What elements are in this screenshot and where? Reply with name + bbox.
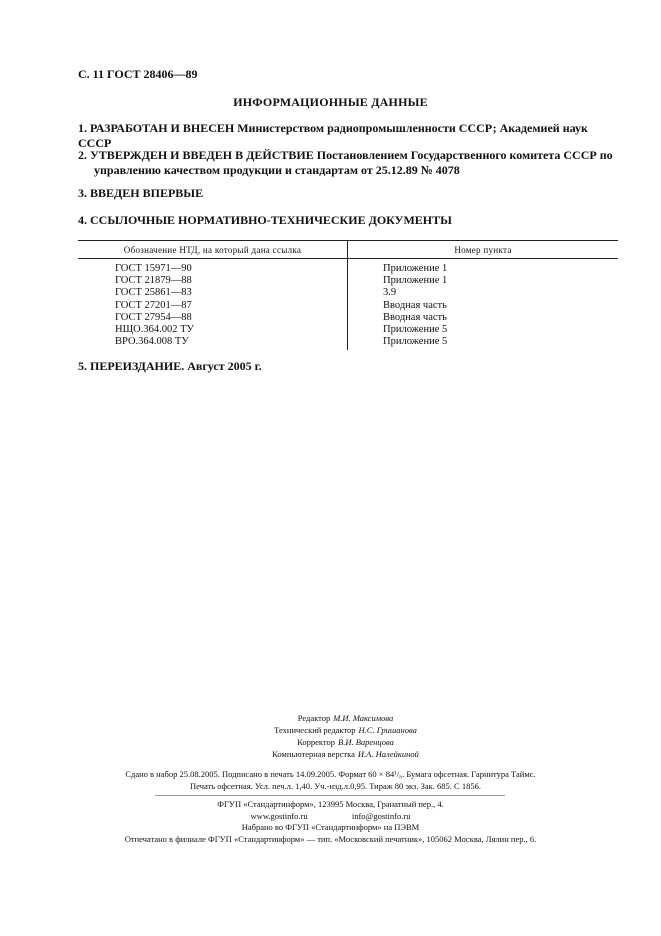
credit-role: Компьютерная верстка (272, 749, 355, 759)
item-text-continued: управлению качеством продукции и стандартам от 25.12.89 № 4078 (94, 163, 460, 177)
publication-line: Сдано в набор 25.08.2005. Подписано в печать 14.09.2005. Формат 60 × 84¹/₈. Бумага офсетная. Гарнитура Таймс. (125, 769, 536, 779)
item-number: 2. (78, 148, 87, 162)
printer-info (0, 799, 661, 845)
clause-cell: Вводная часть (383, 299, 447, 311)
info-item-1 (78, 121, 618, 151)
editorial-credits (0, 712, 661, 760)
reference-documents-table (78, 240, 618, 350)
credit-line (0, 724, 661, 736)
divider (155, 795, 505, 796)
table-row (78, 324, 618, 336)
item-lead: ВВЕДЕН ВПЕРВЫЕ (90, 186, 204, 200)
printer-line: ФГУП «Стандартинформ», 123995 Москва, Гранатный пер., 4. (217, 799, 444, 809)
item-lead: ПЕРЕИЗДАНИЕ. (90, 359, 185, 373)
clause-cell: Приложение 5 (383, 336, 448, 348)
designation-cell: ГОСТ 15971—90 (78, 259, 348, 276)
email-text: info@gostinfo.ru (351, 810, 411, 821)
credit-role: Редактор (297, 713, 331, 723)
item-lead: РАЗРАБОТАН И ВНЕСЕН (90, 121, 235, 135)
printer-line: Отпечатано в филиале ФГУП «Стандартинформ» — тип. «Московский печатник», 105062 Москва, Лялин пер., 6. (124, 833, 537, 844)
credit-person: Н.С. Гришанова (358, 725, 417, 735)
clause-cell: Вводная часть (383, 311, 447, 323)
item-text: Министерством радиопромышленности СССР; Академией наук СССР (78, 121, 588, 150)
designation-cell: ГОСТ 27201—87 (78, 300, 348, 312)
contact-line (0, 811, 661, 823)
info-item-5 (78, 359, 618, 374)
item-number: 5. (78, 359, 87, 373)
item-text: Август 2005 г. (187, 359, 262, 373)
printer-line: Набрано во ФГУП «Стандартинформ» на ПЭВМ (241, 822, 420, 832)
designation-cell: ВРО.364.008 ТУ (78, 336, 348, 350)
designation-cell: ГОСТ 25861—83 (78, 287, 348, 299)
publication-info (0, 768, 661, 792)
credit-line (0, 736, 661, 748)
table-row (78, 300, 618, 312)
table-row (78, 336, 618, 350)
clause-cell: Приложение 5 (383, 324, 448, 336)
table-header-row (78, 241, 618, 259)
item-lead: ССЫЛОЧНЫЕ НОРМАТИВНО-ТЕХНИЧЕСКИЕ ДОКУМЕНТЫ (90, 213, 452, 227)
website-text: www.gostinfo.ru (250, 810, 308, 821)
designation-cell: НЩО.364.002 ТУ (78, 324, 348, 336)
table-row (78, 287, 618, 299)
clause-cell: 3.9 (383, 287, 397, 299)
page-header: С. 11 ГОСТ 28406—89 (78, 67, 198, 81)
column-header-designation: Обозначение НТД, на который дана ссылка (78, 241, 348, 259)
item-number: 1. (78, 121, 87, 135)
publication-line: Печать офсетная. Усл. печ.л. 1,40. Уч.-изд.л.0,95. Тираж 80 экз. Зак. 685. С 1856. (190, 781, 481, 791)
info-item-3 (78, 186, 618, 201)
credit-role: Корректор (297, 737, 335, 747)
item-number: 4. (78, 213, 87, 227)
item-number: 3. (78, 186, 87, 200)
designation-cell: ГОСТ 21879—88 (78, 275, 348, 287)
page-title: ИНФОРМАЦИОННЫЕ ДАННЫЕ (233, 95, 428, 109)
info-item-2 (78, 148, 618, 178)
credit-line (0, 748, 661, 760)
info-item-4 (78, 213, 618, 228)
designation-cell: ГОСТ 27954—88 (78, 312, 348, 324)
credit-role: Технический редактор (274, 725, 356, 735)
clause-cell: Приложение 1 (383, 275, 448, 287)
credit-person: М.И. Максимова (333, 713, 394, 723)
credit-line (0, 712, 661, 724)
credit-person: И.А. Налейкиной (357, 749, 419, 759)
table-row (78, 312, 618, 324)
credit-person: В.И. Варенцова (338, 737, 394, 747)
table-row (78, 275, 618, 287)
table-row (78, 259, 618, 276)
clause-cell: Приложение 1 (383, 263, 448, 274)
column-header-clause: Номер пункта (454, 244, 512, 255)
item-text: Постановлением Государственного комитета СССР по (316, 148, 613, 162)
item-lead: УТВЕРЖДЕН И ВВЕДЕН В ДЕЙСТВИЕ (90, 148, 314, 162)
